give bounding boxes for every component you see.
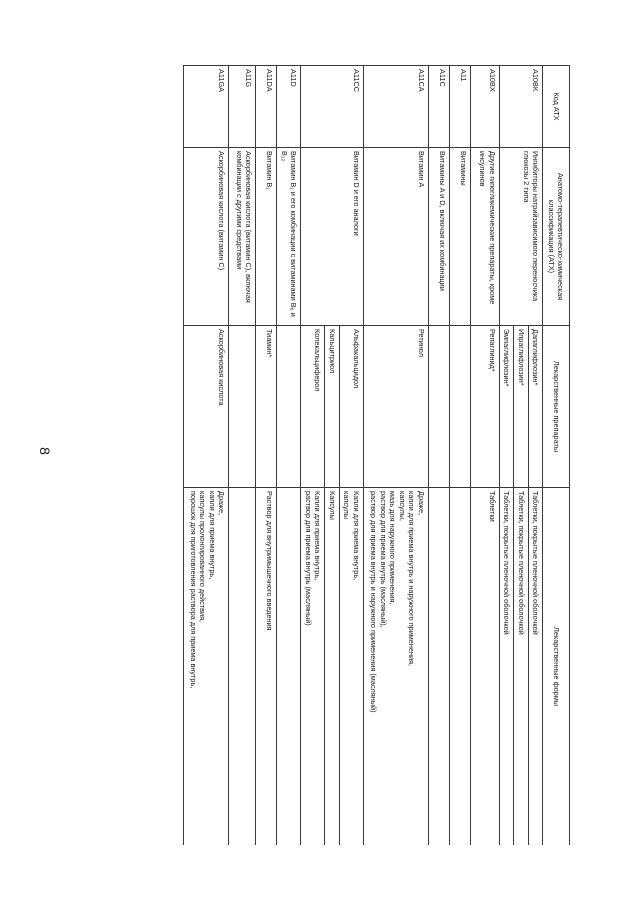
dosage-forms-cell xyxy=(428,488,449,846)
table-row xyxy=(428,66,449,846)
dosage-form-line: капли для приема внутрь и наружного применения, xyxy=(407,491,417,667)
table-row xyxy=(184,66,229,846)
atc-code-cell: A11D xyxy=(277,66,301,148)
dosage-form-line: капли для приема внутрь, xyxy=(207,491,217,580)
dosage-forms-cell xyxy=(339,488,363,846)
drug-name-cell xyxy=(428,326,449,488)
dosage-form-line: Капли для приема внутрь, xyxy=(351,491,361,581)
header-classification: Анатомо-терапевтическо-химическая классификация (АТХ) xyxy=(543,148,570,326)
dosage-form-line: капсулы xyxy=(342,491,352,520)
drug-name-cell: Ипраглифлозин* xyxy=(514,326,528,488)
dosage-form-line: раствор для приема внутрь (масляный) xyxy=(303,491,313,626)
table-row xyxy=(449,66,470,846)
dosage-forms-cell xyxy=(514,488,528,846)
table-row xyxy=(339,66,363,846)
drug-name-cell: Аскорбиновая кислота xyxy=(184,326,229,488)
table-row xyxy=(277,66,301,846)
atc-code-cell: A11GA xyxy=(184,66,229,148)
dosage-forms-cell xyxy=(470,488,499,846)
drug-name-cell: Репаглинид* xyxy=(470,326,499,488)
table-row xyxy=(256,66,277,846)
drug-name-cell xyxy=(449,326,470,488)
dosage-form-line: Капсулы xyxy=(327,491,337,520)
dosage-form-line: раствор для приема внутрь и наружного применения (масляный) xyxy=(369,491,379,713)
atc-classification-cell: Витамины A и D, включая их комбинации xyxy=(428,148,449,326)
dosage-forms-cell xyxy=(229,488,256,846)
landscape-sheet xyxy=(60,65,570,845)
atc-classification-cell: Витамин B₁ и его комбинации с витаминами B₆ и B₁₂ xyxy=(277,148,301,326)
drug-name-cell: Кальцитриол xyxy=(325,326,339,488)
dosage-form-line: Драже, xyxy=(217,491,227,516)
atc-code-cell: A11G xyxy=(229,66,256,148)
atc-code-cell: A11CA xyxy=(363,66,428,148)
table-row xyxy=(528,66,542,846)
dosage-forms-cell xyxy=(449,488,470,846)
header-forms: Лекарственные формы xyxy=(543,488,570,846)
dosage-forms-cell xyxy=(277,488,301,846)
rotated-table-wrapper xyxy=(60,65,570,845)
dosage-form-line: Таблетки, покрытые пленочной оболочкой xyxy=(516,491,526,635)
dosage-forms-cell xyxy=(256,488,277,846)
atc-code-cell: A11 xyxy=(449,66,470,148)
dosage-form-line: Капли для приема внутрь, xyxy=(313,491,323,581)
atc-classification-cell: Другие гипогликемические препараты, кроме инсулинов xyxy=(470,148,499,326)
dosage-forms-cell xyxy=(325,488,339,846)
atc-classification-cell: Ингибиторы натрийзависимого переносчика глюкозы 2 типа xyxy=(499,148,542,326)
atc-classification-cell: Витамины xyxy=(449,148,470,326)
drug-name-cell: Дапаглифлозин* xyxy=(528,326,542,488)
dosage-forms-cell xyxy=(184,488,229,846)
dosage-forms-cell xyxy=(301,488,325,846)
dosage-forms-cell xyxy=(363,488,428,846)
dosage-form-line: порошок для приготовления раствора для приема внутрь, xyxy=(188,491,198,689)
atc-code-cell: A11DA xyxy=(256,66,277,148)
dosage-form-line: капсулы, xyxy=(397,491,407,522)
dosage-form-line: Таблетки, покрытые пленочной оболочкой xyxy=(531,491,540,635)
dosage-form-line: мазь для наружного применения, xyxy=(388,491,398,605)
atc-classification-cell: Витамин D и его аналоги xyxy=(301,148,363,326)
page-number: 8 xyxy=(37,447,53,455)
drug-name-cell: Колекальциферол xyxy=(301,326,325,488)
atc-code-cell: A10BK xyxy=(499,66,542,148)
drug-name-cell: Тиамин* xyxy=(256,326,277,488)
header-code: Код ATX xyxy=(543,66,570,148)
dosage-form-line: Драже, xyxy=(416,491,426,516)
atc-code-cell: A11C xyxy=(428,66,449,148)
dosage-forms-cell xyxy=(528,488,542,846)
drug-name-cell: Эмпаглифлозин* xyxy=(499,326,513,488)
dosage-forms-cell xyxy=(499,488,513,846)
dosage-form-line: Раствор для внутримышечного введения xyxy=(265,491,275,631)
drug-name-cell: Альфакальцидол xyxy=(339,326,363,488)
atc-code-cell: A10BX xyxy=(470,66,499,148)
table-row xyxy=(229,66,256,846)
table-row xyxy=(470,66,499,846)
drug-name-cell xyxy=(277,326,301,488)
dosage-form-line: капсулы пролонгированного действия, xyxy=(198,491,208,623)
atc-classification-cell: Аскорбиновая кислота (витамин C), включая комбинации с другими средствами xyxy=(229,148,256,326)
drug-name-cell: Ретинол xyxy=(363,326,428,488)
table-body xyxy=(184,66,543,846)
drug-name-cell xyxy=(229,326,256,488)
drug-classification-table xyxy=(183,65,570,845)
dosage-form-line: раствор для приема внутрь (масляный), xyxy=(378,491,388,628)
atc-classification-cell: Витамин A xyxy=(363,148,428,326)
atc-classification-cell: Аскорбиновая кислота (витамин C) xyxy=(184,148,229,326)
table-header-row xyxy=(543,66,570,846)
header-drugs: Лекарственные препараты xyxy=(543,326,570,488)
atc-classification-cell: Витамин B₁ xyxy=(256,148,277,326)
dosage-form-line: Таблетки xyxy=(487,491,497,522)
atc-code-cell: A11CC xyxy=(301,66,363,148)
dosage-form-line: Таблетки, покрытые пленочной оболочкой xyxy=(502,491,512,635)
table-row xyxy=(363,66,428,846)
